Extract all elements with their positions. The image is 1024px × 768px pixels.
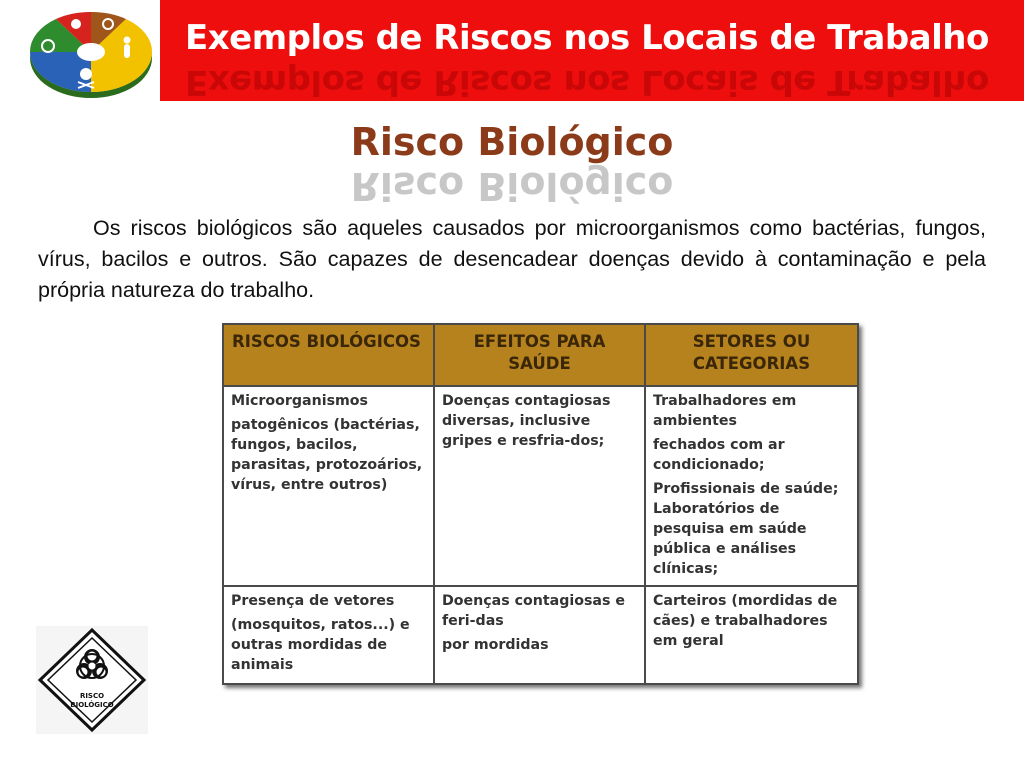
sign-text-line1: RISCO (79, 692, 105, 700)
cell-text: Doenças contagiosas e feri-das (442, 593, 626, 629)
table-cell-effect (434, 586, 645, 684)
biohazard-sign (36, 626, 148, 734)
table-cell-sector (645, 586, 858, 684)
cell-text: Microorganismos (231, 393, 368, 409)
table-cell-effect (434, 386, 645, 586)
section-title-reflection: Risco Biológico (350, 164, 674, 208)
biohazard-icon (36, 626, 148, 734)
risk-map-logo-icon (26, 2, 156, 100)
intro-paragraph: Os riscos biológicos são aqueles causados por microorganismos como bactérias, fungos, vírus, bacilos e outros. São capazes de desencadear doenças devido à contaminação e pela própria natureza do trabalho. (38, 216, 986, 302)
table-row (223, 586, 858, 684)
header-title: Exemplos de Riscos nos Locais de Trabalho (185, 18, 989, 58)
cell-text: por mordidas (442, 637, 549, 653)
header-bar (0, 0, 1024, 101)
header-title-reflection: Exemplos de Riscos nos Locais de Trabalho (185, 62, 989, 102)
cell-text: patogênicos (bactérias, fungos, bacilos, parasitas, protozoários, vírus, entre outros) (231, 417, 423, 493)
table-header-effects: EFEITOS PARA SAÚDE (434, 324, 645, 386)
risk-table (222, 323, 859, 685)
table-cell-risk (223, 386, 434, 586)
cell-text: Profissionais de saúde; Laboratórios de pesquisa em saúde pública e análises clínicas; (653, 481, 839, 577)
header-title-container (185, 18, 1015, 102)
sign-text-line2: BIOLÓGICO (70, 701, 114, 709)
section-title: Risco Biológico (350, 120, 674, 164)
cell-text: Doenças contagiosas diversas, inclusive gripes e resfria-dos; (442, 393, 611, 449)
table-header-sectors: SETORES OU CATEGORIAS (645, 324, 858, 386)
cell-text: fechados com ar condicionado; (653, 437, 785, 473)
table-header-row (223, 324, 858, 386)
table-cell-risk (223, 586, 434, 684)
section-title-container (0, 118, 1024, 208)
cell-text: Presença de vetores (231, 593, 395, 609)
table-cell-sector (645, 386, 858, 586)
cell-text: Carteiros (mordidas de cães) e trabalhadores em geral (653, 593, 838, 649)
table-header-risks: RISCOS BIOLÓGICOS (223, 324, 434, 386)
cell-text: (mosquitos, ratos...) e outras mordidas de animais (231, 617, 410, 673)
table-row (223, 386, 858, 586)
logo-container (0, 0, 160, 101)
cell-text: Trabalhadores em ambientes (653, 393, 797, 429)
